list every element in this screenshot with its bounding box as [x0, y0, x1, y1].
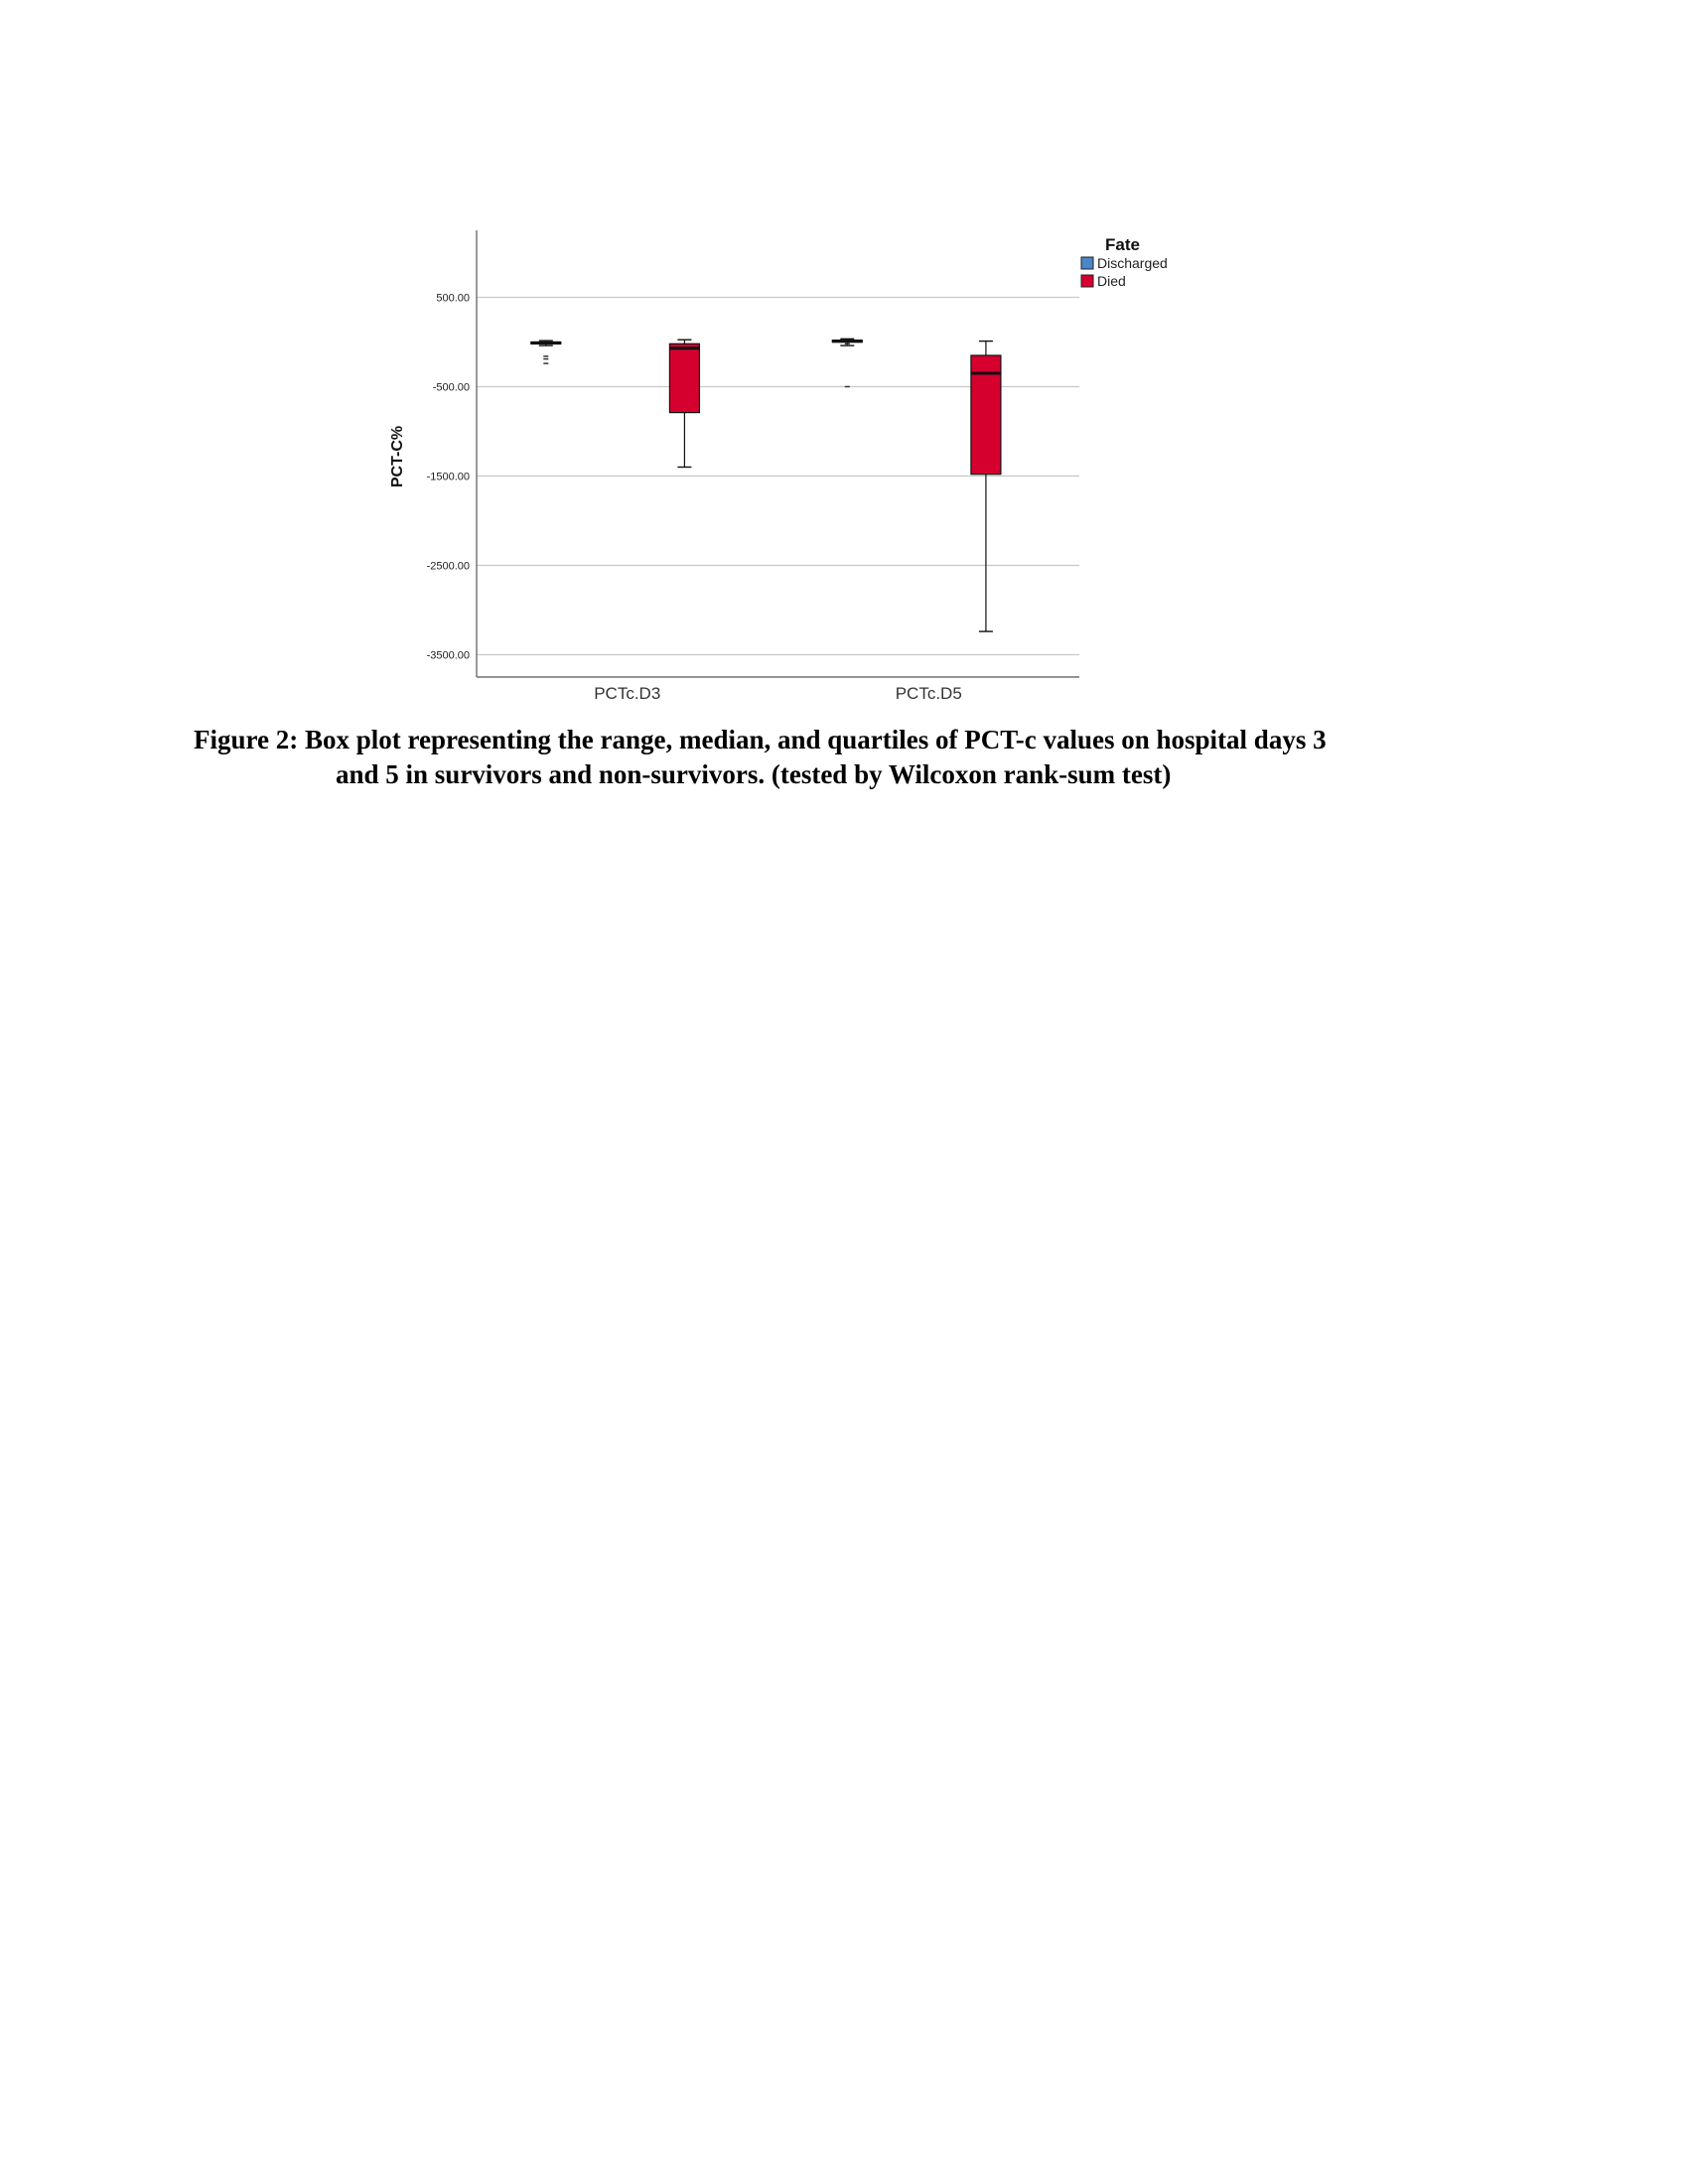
- legend-entry-label: Died: [1097, 273, 1126, 289]
- legend-entries: [1081, 255, 1168, 289]
- legend-title: Fate: [1105, 235, 1140, 254]
- caption-line-1: Figure 2: Box plot representing the range, median, and quartiles of PCT-c values on hospital days 3: [194, 725, 1327, 754]
- box-iqr: [669, 343, 699, 412]
- x-category-label: PCTc.D5: [895, 684, 962, 703]
- y-axis-label: PCT-C%: [389, 425, 406, 488]
- legend-entry-label: Discharged: [1097, 255, 1168, 271]
- y-tick-labels: [427, 293, 470, 662]
- y-tick-label: -2500.00: [426, 560, 470, 573]
- y-tick-label: -500.00: [432, 381, 470, 394]
- figure-caption: [194, 723, 1494, 792]
- boxes: [531, 339, 1001, 631]
- legend: [1081, 235, 1168, 289]
- y-tick-label: -1500.00: [426, 471, 470, 483]
- box-plot-chart: [0, 0, 1688, 715]
- x-category-label: PCTc.D3: [594, 684, 661, 703]
- y-tick-label: 500.00: [436, 292, 470, 305]
- box-died-pctc-d5: [971, 341, 1001, 631]
- box-died-pctc-d3: [669, 340, 699, 467]
- gridlines: [477, 298, 1079, 655]
- x-category-labels: [594, 684, 962, 703]
- box-discharged-pctc-d5: [832, 339, 862, 386]
- box-discharged-pctc-d3: [531, 341, 561, 363]
- legend-swatch: [1081, 257, 1093, 269]
- caption-line-2: and 5 in survivors and non-survivors. (tested by Wilcoxon rank-sum test): [336, 759, 1172, 789]
- legend-swatch: [1081, 275, 1093, 287]
- y-tick-label: -3500.00: [426, 649, 470, 662]
